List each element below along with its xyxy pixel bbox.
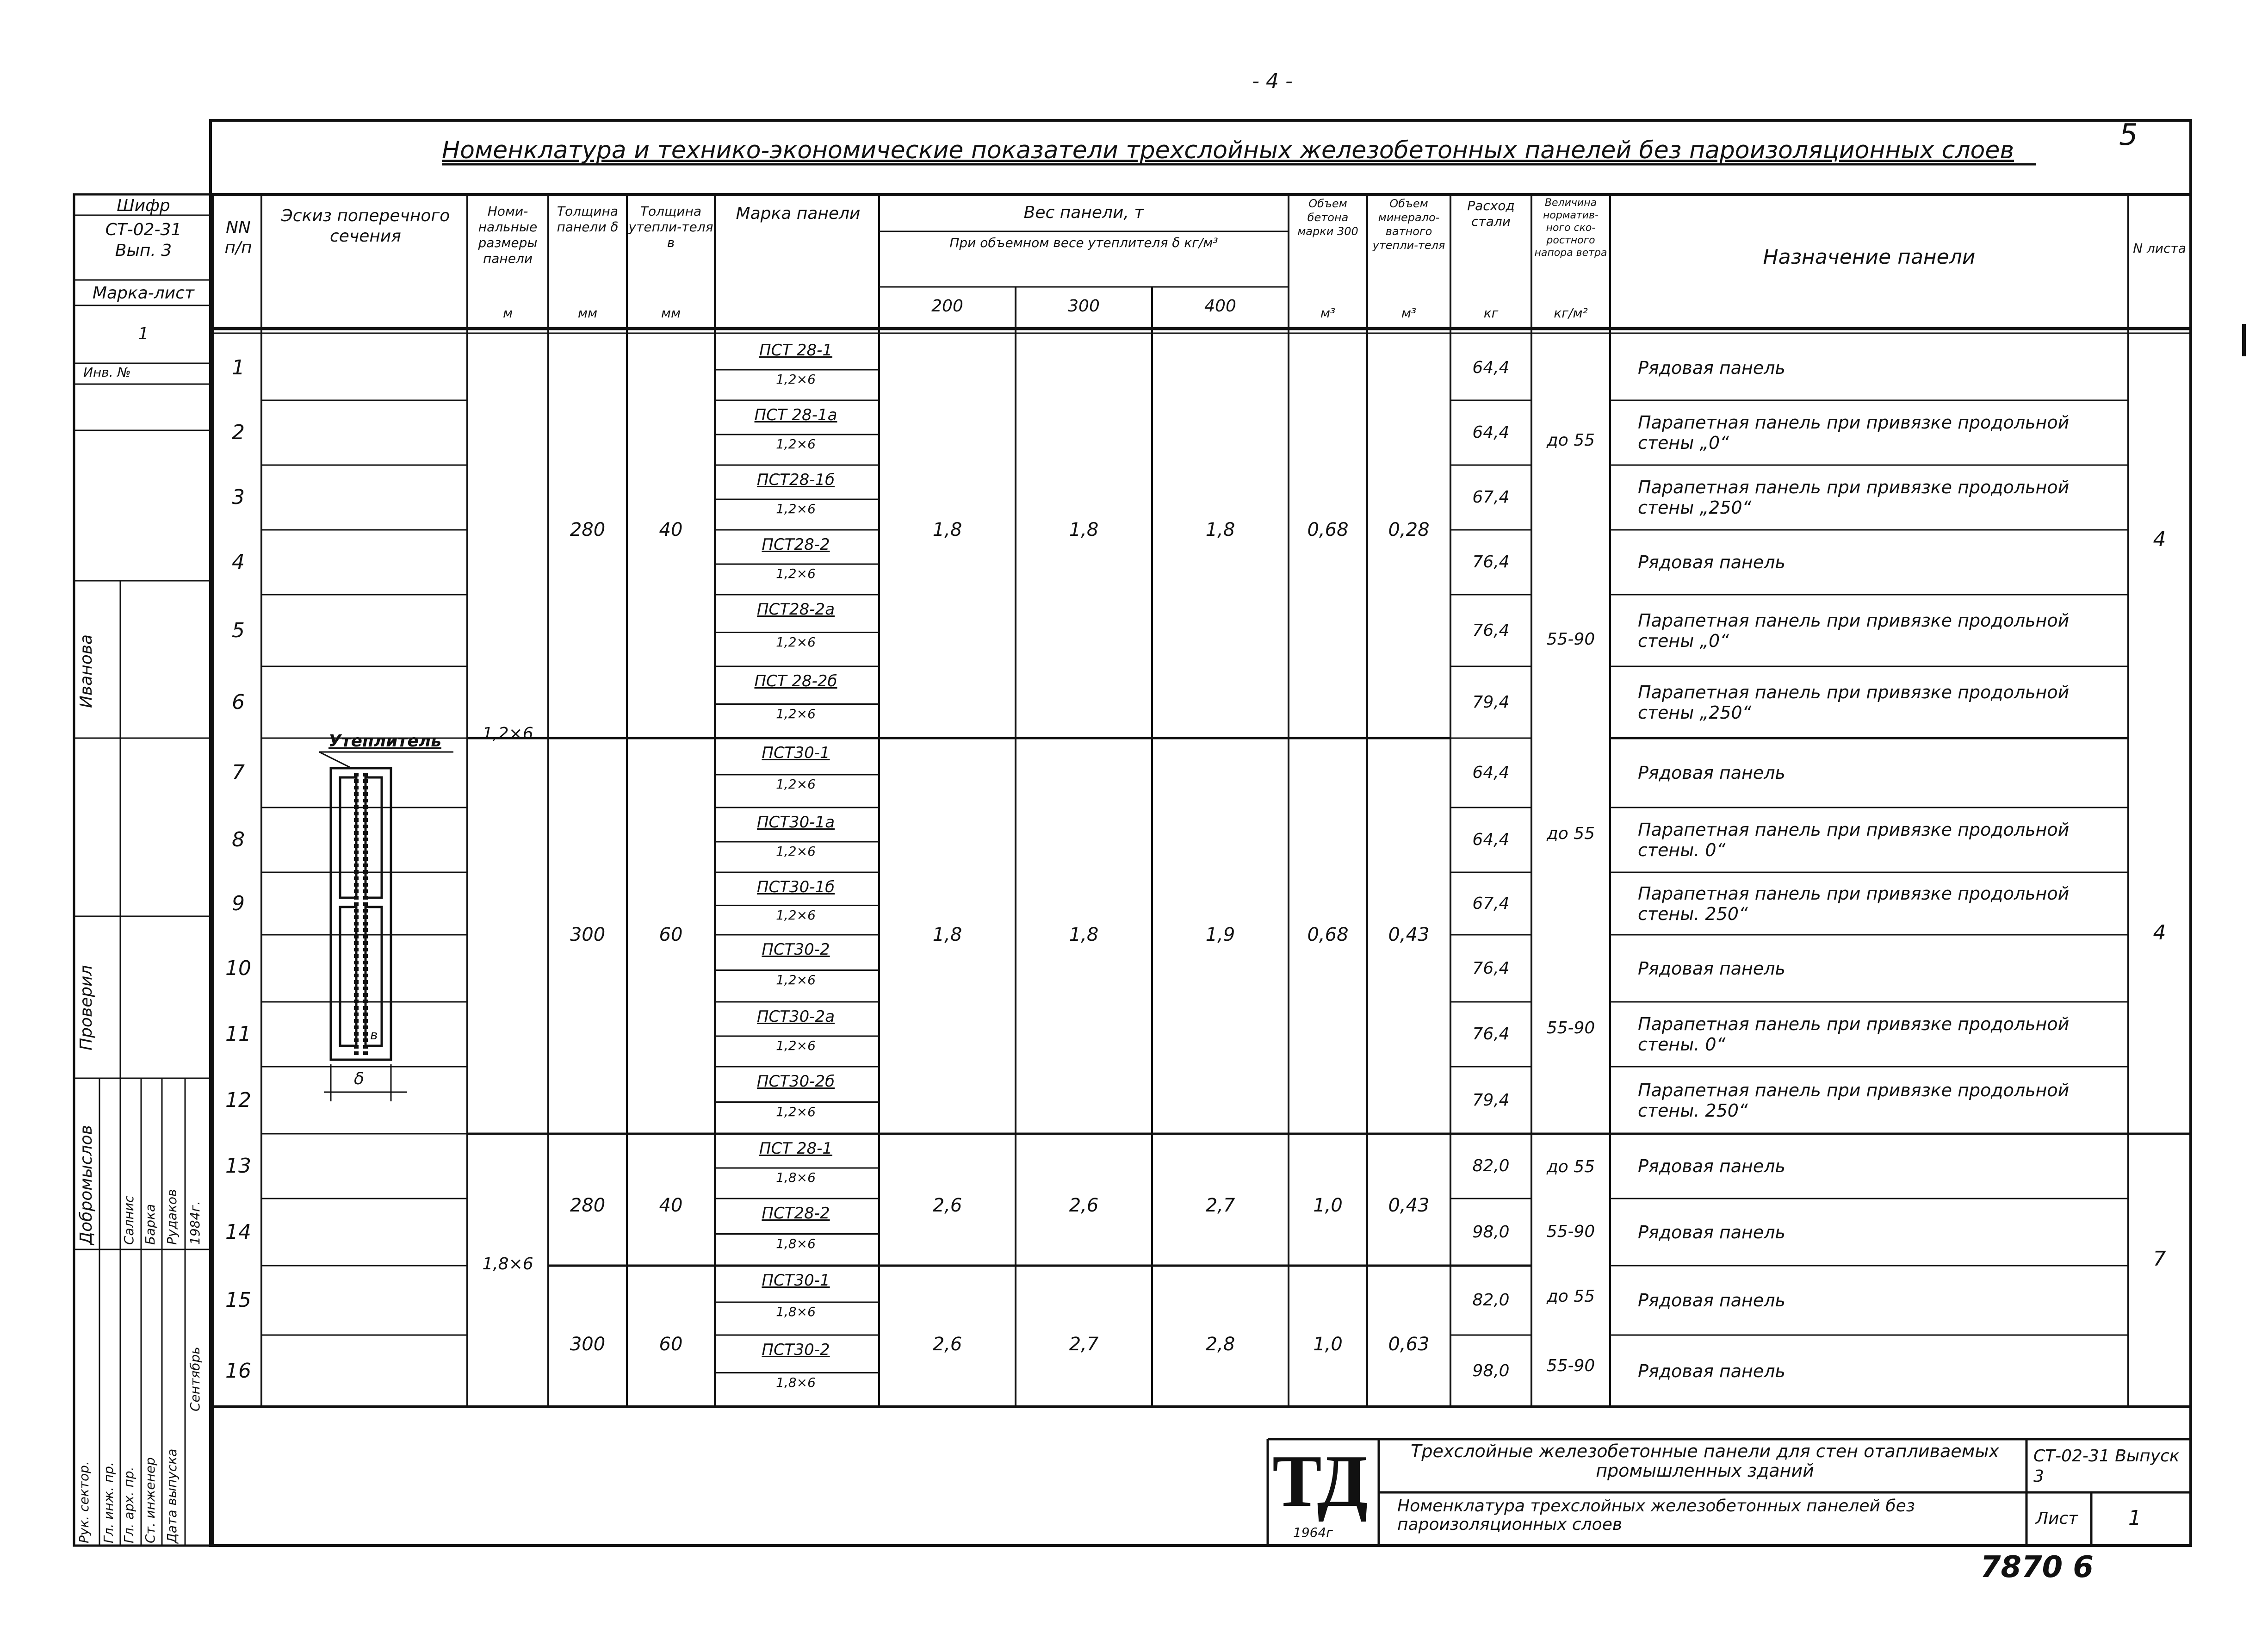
group-concrete-volume: 1,0 <box>1313 1195 1343 1216</box>
row-steel: 82,0 <box>1472 1291 1510 1310</box>
wind-value: до 55 <box>1546 1157 1595 1176</box>
row-purpose: Парапетная панель при привязке продольной стены. 0“ <box>1638 820 2070 860</box>
title-block-line1: Трехслойные железобетонные панели для стен отапливаемых промышленных зданий <box>1411 1441 1999 1481</box>
name-barka: Барка <box>143 1204 158 1245</box>
group-concrete-volume: 1,0 <box>1313 1334 1343 1355</box>
row-mark-top: ПСТ30-2б <box>756 1072 835 1091</box>
header-w200: 200 <box>931 297 963 316</box>
row-mark-top: ПСТ30-2 <box>762 940 830 959</box>
wind-value: 55-90 <box>1546 1356 1595 1375</box>
row-purpose: Рядовая панель <box>1638 958 1785 979</box>
row-number: 12 <box>225 1088 251 1112</box>
checked-label: Проверил <box>77 965 96 1050</box>
row-purpose: Парапетная панель при привязке продольной стены „250“ <box>1638 682 2070 723</box>
header-w300: 300 <box>1068 297 1100 316</box>
row-number: 7 <box>232 761 245 784</box>
row-mark-top: ПСТ28-2а <box>756 600 835 619</box>
row-number: 5 <box>232 618 245 642</box>
role-st-ing: Ст. инженер <box>143 1457 158 1543</box>
sketch-insulation-label: Утеплитель <box>328 732 441 751</box>
group-weight-300: 1,8 <box>1069 924 1099 945</box>
header-wind: Величина норматив-ного ско-ростного напора ветра <box>1534 197 1607 259</box>
group-weight-400: 2,8 <box>1205 1334 1235 1355</box>
row-number: 8 <box>232 828 245 851</box>
row-number: 15 <box>225 1288 251 1312</box>
header-nominal-unit: м <box>502 305 513 321</box>
row-mark-top: ПСТ30-1а <box>756 813 835 832</box>
group-insulation-thickness: 60 <box>659 1334 683 1355</box>
sheet-value-2: 4 <box>2153 921 2166 944</box>
group-weight-200: 2,6 <box>932 1334 962 1355</box>
row-purpose: Рядовая панель <box>1638 358 1785 378</box>
row-number: 1 <box>232 356 245 379</box>
group-weight-400: 1,8 <box>1205 519 1235 540</box>
cipher-label: Шифр <box>117 196 170 215</box>
row-number: 11 <box>225 1022 251 1046</box>
row-number: 16 <box>225 1359 251 1383</box>
row-steel: 82,0 <box>1472 1156 1510 1175</box>
row-steel: 64,4 <box>1472 830 1510 849</box>
row-purpose: Парапетная панель при привязке продольной стены. 250“ <box>1638 883 2070 924</box>
header-weight-sub: При объемном весе утеплителя δ кг/м³ <box>949 235 1218 250</box>
row-purpose: Парапетная панель при привязке продольной стены. 0“ <box>1638 1014 2070 1055</box>
header-thick: Толщина панели δ <box>557 204 619 235</box>
header-steel-unit: кг <box>1483 305 1499 321</box>
header-weight: Вес панели, т <box>1023 203 1144 222</box>
name-rudakov: Рудаков <box>164 1189 180 1245</box>
row-steel: 98,0 <box>1472 1361 1510 1380</box>
row-steel: 64,4 <box>1472 423 1510 442</box>
row-mark-top: ПСТ 28-1 <box>759 1139 833 1158</box>
cipher-value: СТ-02-31 <box>105 220 182 239</box>
row-steel: 98,0 <box>1472 1222 1510 1242</box>
role-gl-ing: Гл. инж. пр. <box>101 1462 116 1543</box>
row-steel: 76,4 <box>1472 553 1510 572</box>
row-number: 14 <box>225 1220 251 1244</box>
row-purpose: Рядовая панель <box>1638 1360 1785 1381</box>
name-dobromyslov: Добромыслов <box>77 1125 96 1245</box>
header-ins-unit: мм <box>661 305 681 321</box>
row-purpose: Рядовая панель <box>1638 1156 1785 1176</box>
header-concrete: Объем бетона марки 300 <box>1297 197 1358 238</box>
wind-value: до 55 <box>1546 431 1595 450</box>
row-mark-top: ПСТ30-1б <box>756 878 835 896</box>
row-mark-top: ПСТ30-1 <box>762 744 830 762</box>
sketch-dim-delta: δ <box>354 1069 365 1088</box>
wind-value: до 55 <box>1546 824 1595 843</box>
row-mark-top: ПСТ30-2а <box>756 1007 835 1026</box>
row-purpose: Парапетная панель при привязке продольной стены „250“ <box>1638 477 2070 518</box>
row-number: 10 <box>225 956 251 980</box>
sheet-value-1: 4 <box>2153 528 2166 551</box>
row-purpose: Парапетная панель при привязке продольной стены „0“ <box>1638 610 2070 651</box>
month: Сентябрь <box>187 1347 203 1411</box>
group-insulation-thickness: 60 <box>659 924 683 945</box>
header-sheet: N листа <box>2133 241 2186 256</box>
sheet-value-3: 7 <box>2153 1247 2166 1271</box>
row-mark-bottom: 1,2×6 <box>776 436 816 452</box>
row-mark-bottom: 1,2×6 <box>776 777 816 792</box>
row-steel: 67,4 <box>1472 488 1510 507</box>
header-ins-thick: Толщина утепли-теля в <box>628 204 713 250</box>
group-insulation-thickness: 40 <box>659 519 683 540</box>
sheet-corner-number: 5 <box>2119 118 2138 152</box>
row-number: 3 <box>232 485 245 509</box>
group-thickness: 280 <box>570 1195 606 1216</box>
header-nominal: Номи-нальные размеры панели <box>478 204 538 266</box>
group-mineral-volume: 0,43 <box>1388 924 1430 945</box>
title-block-sheet-value: 1 <box>2128 1506 2141 1530</box>
row-mark-bottom: 1,2×6 <box>776 972 816 988</box>
nominal-a: 1,2×6 <box>482 724 533 743</box>
row-mark-bottom: 1,2×6 <box>776 372 816 387</box>
group-thickness: 280 <box>570 519 606 540</box>
row-purpose: Рядовая панель <box>1638 1222 1785 1242</box>
row-number: 13 <box>225 1154 251 1178</box>
header-purpose: Назначение панели <box>1763 245 1976 269</box>
row-mark-top: ПСТ30-1 <box>762 1271 830 1290</box>
row-purpose: Парапетная панель при привязке продольной стены „0“ <box>1638 412 2070 453</box>
page-number: - 4 - <box>1252 69 1293 93</box>
header-mark: Марка панели <box>736 204 861 223</box>
row-mark-top: ПСТ30-2 <box>762 1341 830 1359</box>
name-ivanova: Иванова <box>77 634 96 708</box>
row-mark-bottom: 1,2×6 <box>776 634 816 650</box>
role-head: Рук. сектор. <box>76 1461 92 1543</box>
mark-sheet-value: 1 <box>138 324 149 343</box>
row-mark-bottom: 1,8×6 <box>776 1304 816 1319</box>
bottom-number: 7870 6 <box>1980 1550 2094 1584</box>
row-mark-bottom: 1,2×6 <box>776 501 816 516</box>
row-mark-bottom: 1,2×6 <box>776 566 816 581</box>
header-sketch: Эскиз поперечного сечения <box>281 206 450 246</box>
row-mark-bottom: 1,8×6 <box>776 1236 816 1251</box>
group-weight-200: 2,6 <box>932 1195 962 1216</box>
row-steel: 67,4 <box>1472 894 1510 913</box>
group-weight-300: 1,8 <box>1069 519 1099 540</box>
year-1984: 1984г. <box>187 1201 203 1245</box>
name-salnis: Салнис <box>121 1195 136 1245</box>
sketch-dim-v: в <box>370 1027 378 1043</box>
role-date: Дата выпуска <box>164 1448 180 1543</box>
group-concrete-volume: 0,68 <box>1307 924 1349 945</box>
row-steel: 76,4 <box>1472 1025 1510 1044</box>
group-thickness: 300 <box>570 1334 606 1355</box>
row-steel: 79,4 <box>1472 692 1510 712</box>
header-wind-unit: кг/м² <box>1554 305 1588 321</box>
title-block-code: СТ-02-31 Выпуск 3 <box>2033 1447 2180 1486</box>
group-concrete-volume: 0,68 <box>1307 519 1349 540</box>
row-steel: 64,4 <box>1472 763 1510 782</box>
row-mark-bottom: 1,2×6 <box>776 907 816 923</box>
row-mark-top: ПСТ 28-1а <box>754 406 837 424</box>
group-mineral-volume: 0,43 <box>1388 1195 1430 1216</box>
wind-value: 55-90 <box>1546 630 1595 649</box>
wind-value: до 55 <box>1546 1287 1595 1306</box>
group-weight-300: 2,6 <box>1069 1195 1099 1216</box>
group-weight-400: 1,9 <box>1205 924 1235 945</box>
inv-label: Инв. № <box>83 365 131 380</box>
wind-value: 55-90 <box>1546 1222 1595 1241</box>
header-w400: 400 <box>1204 297 1236 316</box>
row-mark-bottom: 1,2×6 <box>776 1104 816 1119</box>
row-number: 4 <box>232 550 245 574</box>
group-mineral-volume: 0,28 <box>1388 519 1430 540</box>
row-number: 9 <box>232 891 245 915</box>
table-title: Номенклатура и технико-экономические показатели трехслойных железобетонных панелей без пароизоляционных слоев <box>442 137 2014 164</box>
row-steel: 64,4 <box>1472 358 1510 377</box>
title-block-sheet-label: Лист <box>2036 1509 2078 1528</box>
group-insulation-thickness: 40 <box>659 1195 683 1216</box>
row-mark-bottom: 1,8×6 <box>776 1374 816 1390</box>
role-gl-arh: Гл. арх. пр. <box>121 1466 136 1543</box>
wind-value: 55-90 <box>1546 1019 1595 1037</box>
row-steel: 79,4 <box>1472 1090 1510 1110</box>
group-mineral-volume: 0,63 <box>1388 1334 1430 1355</box>
group-weight-200: 1,8 <box>932 519 962 540</box>
row-number: 6 <box>232 690 245 714</box>
group-weight-400: 2,7 <box>1205 1195 1235 1216</box>
issue-number: Вып. 3 <box>115 241 172 260</box>
row-purpose: Рядовая панель <box>1638 1290 1785 1311</box>
nominal-b: 1,8×6 <box>482 1255 533 1273</box>
row-mark-top: ПСТ28-1б <box>756 471 835 489</box>
header-steel: Расход стали <box>1467 198 1515 229</box>
row-number: 2 <box>232 421 245 444</box>
row-mark-bottom: 1,8×6 <box>776 1170 816 1185</box>
row-mark-bottom: 1,2×6 <box>776 1038 816 1053</box>
group-weight-200: 1,8 <box>932 924 962 945</box>
header-mineral: Объем минерало-ватного утепли-теля <box>1372 197 1445 252</box>
row-steel: 76,4 <box>1472 958 1510 978</box>
title-block-line2: Номенклатура трехслойных железобетонных панелей без пароизоляционных слоев <box>1397 1497 1915 1534</box>
row-purpose: Рядовая панель <box>1638 552 1785 572</box>
row-mark-bottom: 1,2×6 <box>776 844 816 859</box>
td-year: 1964г <box>1293 1525 1333 1540</box>
row-mark-top: ПСТ 28-1 <box>759 341 833 360</box>
group-thickness: 300 <box>570 924 606 945</box>
mark-sheet-label: Марка-лист <box>93 284 194 303</box>
td-logo: ТД <box>1272 1440 1368 1522</box>
header-nn: NN п/п <box>224 218 252 257</box>
cross-section-sketch <box>319 752 453 1101</box>
group-weight-300: 2,7 <box>1069 1334 1099 1355</box>
row-steel: 76,4 <box>1472 621 1510 640</box>
header-concrete-unit: м³ <box>1320 305 1336 321</box>
row-mark-top: ПСТ28-2 <box>762 535 830 554</box>
row-mark-top: ПСТ 28-2б <box>754 672 837 690</box>
header-mineral-unit: м³ <box>1401 305 1417 321</box>
row-mark-bottom: 1,2×6 <box>776 706 816 721</box>
row-purpose: Рядовая панель <box>1638 763 1785 783</box>
row-purpose: Парапетная панель при привязке продольной стены. 250“ <box>1638 1080 2070 1121</box>
header-thick-unit: мм <box>577 305 598 321</box>
row-mark-top: ПСТ28-2 <box>762 1204 830 1223</box>
left-stamp-frame <box>74 194 213 1546</box>
